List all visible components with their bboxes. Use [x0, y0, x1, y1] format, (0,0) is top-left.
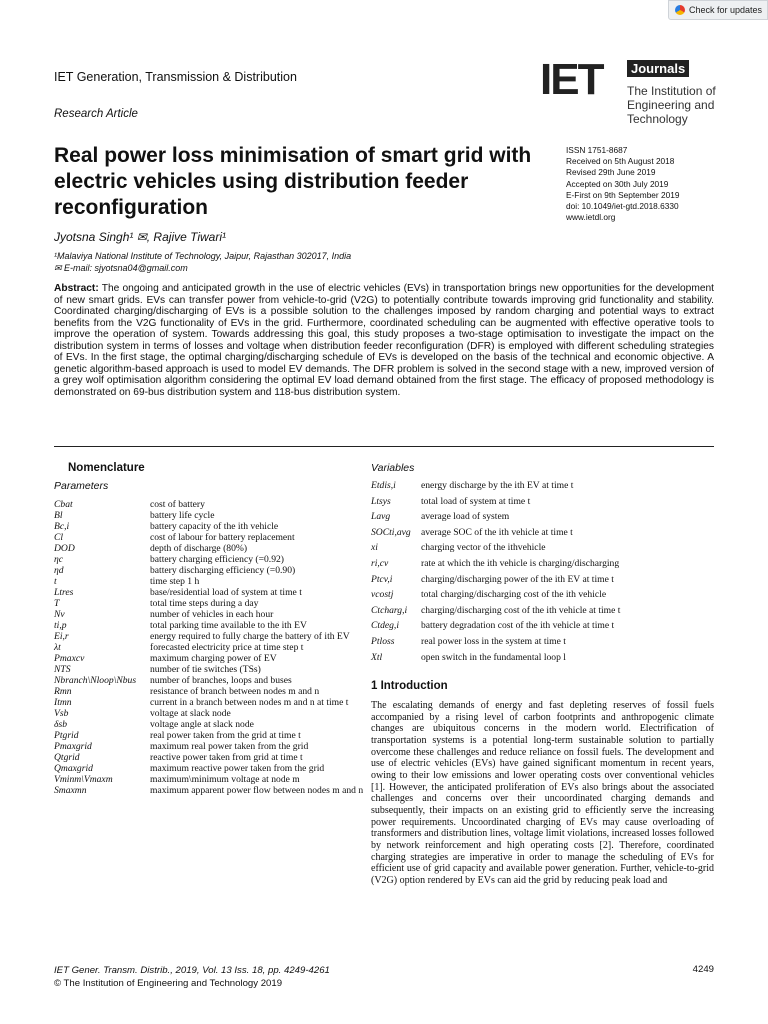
doi-link[interactable]: doi: 10.1049/iet-gtd.2018.6330 — [566, 201, 679, 212]
nomenclature-row — [54, 675, 370, 686]
nomenclature-row — [54, 521, 370, 532]
nomenclature-symbol: Qtgrid — [54, 752, 80, 763]
affiliation: ¹Malaviya National Institute of Technology, Jaipur, Rajasthan 302017, India — [54, 251, 352, 261]
nomenclature-description: battery discharging efficiency (=0.90) — [150, 565, 296, 576]
variable-row — [371, 605, 714, 616]
nomenclature-symbol: Ltres — [54, 587, 74, 598]
nomenclature-symbol: T — [54, 598, 60, 609]
variable-symbol: SOCti,avg — [371, 526, 411, 538]
authors: Jyotsna Singh¹ ✉, Rajive Tiwari¹ — [54, 230, 227, 244]
nomenclature-row — [54, 763, 370, 774]
nomenclature-description: battery charging efficiency (=0.92) — [150, 554, 284, 565]
logo-institution-text: The Institution of Engineering and Technology — [627, 84, 716, 126]
check-updates-icon — [675, 5, 685, 15]
variables-heading: Variables — [371, 462, 415, 474]
nomenclature-row — [54, 532, 370, 543]
nomenclature-description: maximum real power taken from the grid — [150, 741, 309, 752]
issn: ISSN 1751-8687 — [566, 145, 628, 155]
nomenclature-description: total parking time available to the ith EV — [150, 620, 307, 631]
nomenclature-symbol: Pmaxgrid — [54, 741, 92, 752]
nomenclature-description: voltage at slack node — [150, 708, 231, 719]
article-type: Research Article — [54, 108, 138, 120]
variable-row — [371, 620, 714, 631]
footer — [54, 964, 330, 990]
nomenclature-symbol: Ei,r — [54, 631, 69, 642]
footer-copyright: © The Institution of Engineering and Technology 2019 — [54, 978, 283, 989]
nomenclature-symbol: Bc,i — [54, 521, 70, 532]
variable-description: energy discharge by the ith EV at time t — [421, 480, 574, 491]
nomenclature-description: energy required to fully charge the battery of ith EV — [150, 631, 350, 642]
nomenclature-description: current in a branch between nodes m and n at time t — [150, 697, 349, 708]
variable-symbol: Xtl — [371, 651, 383, 663]
variable-description: charging vector of the ithvehicle — [421, 542, 546, 554]
nomenclature-symbol: Vsb — [54, 708, 69, 719]
parameters-table — [54, 499, 370, 796]
nomenclature-row — [54, 785, 370, 796]
variable-row — [371, 574, 714, 585]
nomenclature-symbol: δsb — [54, 719, 67, 730]
variable-symbol: Ptcv,i — [371, 573, 393, 585]
nomenclature-row — [54, 543, 370, 554]
abstract — [54, 283, 714, 398]
nomenclature-description: maximum apparent power flow between nodes m and n — [150, 785, 364, 796]
nomenclature-section — [54, 462, 370, 796]
variable-description: total charging/discharging cost of the ith vehicle — [421, 589, 607, 601]
nomenclature-description: battery life cycle — [150, 510, 215, 521]
affiliation-block — [54, 250, 351, 274]
variable-description: battery degradation cost of the ith vehicle at time t — [421, 620, 615, 632]
received-date: Received on 5th August 2018 — [566, 156, 675, 167]
variable-symbol: xi — [371, 542, 378, 554]
nomenclature-symbol: Rmn — [54, 686, 72, 697]
nomenclature-row — [54, 686, 370, 697]
nomenclature-symbol: ηd — [54, 565, 64, 576]
nomenclature-description: depth of discharge (80%) — [150, 543, 248, 554]
email-link[interactable]: ✉ E-mail: sjyotsna04@gmail.com — [54, 263, 188, 273]
logo-journals-text: Journals — [627, 60, 689, 77]
variables-section — [371, 462, 714, 667]
nomenclature-row — [54, 587, 370, 598]
website-link[interactable]: www.ietdl.org — [566, 212, 616, 223]
nomenclature-symbol: Vminm\Vmaxm — [54, 774, 113, 785]
variable-symbol: Ptloss — [371, 635, 395, 647]
nomenclature-row — [54, 609, 370, 620]
variable-description: average SOC of the ith vehicle at time t — [421, 526, 573, 538]
nomenclature-row — [54, 752, 370, 763]
nomenclature-description: maximum\minimum voltage at node m — [150, 774, 300, 785]
variable-symbol: ri,cv — [371, 557, 389, 569]
nomenclature-description: voltage angle at slack node — [150, 719, 254, 730]
nomenclature-row — [54, 774, 370, 785]
variable-description: charging/discharging cost of the ith vehicle at time t — [421, 604, 621, 616]
nomenclature-row — [54, 510, 370, 521]
nomenclature-symbol: Itmn — [54, 697, 72, 708]
variable-row — [371, 636, 714, 647]
variable-description: total load of system at time t — [421, 495, 531, 507]
nomenclature-row — [54, 642, 370, 653]
nomenclature-symbol: Qmaxgrid — [54, 763, 93, 774]
nomenclature-description: time step 1 h — [150, 576, 200, 587]
nomenclature-symbol: Ptgrid — [54, 730, 79, 741]
variable-row — [371, 527, 714, 538]
check-for-updates-button[interactable] — [668, 0, 768, 20]
variable-row — [371, 558, 714, 569]
nomenclature-description: reactive power taken from grid at time t — [150, 752, 303, 763]
variable-row — [371, 542, 714, 553]
nomenclature-symbol: t — [54, 576, 57, 587]
variable-description: average load of system — [421, 511, 510, 523]
paper-title: Real power loss minimisation of smart grid with electric vehicles using distribution feeder reconfiguration — [54, 144, 532, 219]
nomenclature-row — [54, 576, 370, 587]
nomenclature-heading: Nomenclature — [68, 462, 145, 474]
nomenclature-symbol: ti,p — [54, 620, 67, 631]
section-divider — [54, 446, 714, 447]
variable-symbol: Etdis,i — [371, 480, 396, 491]
variable-row — [371, 480, 714, 491]
variable-symbol: Ctdeg,i — [371, 620, 399, 632]
variable-description: rate at which the ith vehicle is charging/discharging — [421, 557, 620, 569]
nomenclature-symbol: Pmaxcv — [54, 653, 85, 664]
nomenclature-symbol: NTS — [54, 664, 71, 675]
nomenclature-row — [54, 697, 370, 708]
nomenclature-description: maximum charging power of EV — [150, 653, 277, 664]
nomenclature-description: cost of labour for battery replacement — [150, 532, 295, 543]
abstract-text: The ongoing and anticipated growth in the use of electric vehicles (EVs) in transportation brings new opportunities for the development of new smart grids. EVs can transfer power from vehicle-to-grid (V2G) to potentially contribute towards improving grid functionality and stability. Coordinated charging/discharging of EVs is a possible solution to the challenges imposed by random charging and potential ways to extract benefits from the V2G functionality of EVs in the grid. Furthermore, coordinated scheduling can be augmented with effective operative tools to improve the operation of system. Towards addressing this goal, this study proposes a two-stage optimisation to investigate the impact on the distribution system in terms of losses and voltage when distribution feeder reconfiguration (DFR) is employed with different scheduling strategies of EVs. In the first stage, the optimal charging/discharging schedule of EVs is developed on the basis of the technical and economic objective. A genetic algorithm-based approach is used to model EV demands. The DFR problem is solved in the second stage with a new, improved version of a grey wolf optimisation algorithm considering the optimal EV load demand obtained from the first stage. The efficacy of proposed methodology is demonstrated on 69-bus distribution system and 118-bus distribution system. — [54, 283, 714, 398]
nomenclature-row — [54, 598, 370, 609]
nomenclature-row — [54, 708, 370, 719]
nomenclature-description: number of vehicles in each hour — [150, 609, 274, 620]
parameters-heading: Parameters — [54, 480, 109, 492]
variable-row — [371, 496, 714, 507]
abstract-label: Abstract: — [54, 283, 99, 294]
check-updates-label: Check for updates — [689, 5, 763, 15]
nomenclature-symbol: λt — [54, 642, 61, 653]
nomenclature-row — [54, 554, 370, 565]
nomenclature-description: base/residential load of system at time t — [150, 587, 302, 598]
iet-journals-logo — [540, 55, 718, 126]
nomenclature-row — [54, 565, 370, 576]
nomenclature-symbol: Cbat — [54, 499, 73, 510]
variable-row — [371, 511, 714, 522]
nomenclature-row — [54, 620, 370, 631]
nomenclature-symbol: ηc — [54, 554, 64, 565]
nomenclature-row — [54, 631, 370, 642]
nomenclature-description: battery capacity of the ith vehicle — [150, 521, 279, 532]
efirst-date: E-First on 9th September 2019 — [566, 189, 680, 200]
nomenclature-symbol: Nv — [54, 609, 65, 620]
logo-iet-text: IET — [540, 55, 603, 104]
nomenclature-description: resistance of branch between nodes m and n — [150, 686, 320, 697]
variable-description: charging/discharging power of the ith EV at time t — [421, 573, 614, 585]
nomenclature-row — [54, 741, 370, 752]
nomenclature-description: number of tie switches (TSs) — [150, 664, 261, 675]
variable-description: open switch in the fundamental loop l — [421, 651, 566, 663]
article-metadata — [566, 145, 679, 223]
variable-symbol: Ctcharg,i — [371, 604, 408, 616]
variable-row — [371, 589, 714, 600]
nomenclature-description: forecasted electricity price at time step t — [150, 642, 304, 653]
footer-citation: IET Gener. Transm. Distrib., 2019, Vol. 13 Iss. 18, pp. 4249-4261 — [54, 965, 330, 976]
nomenclature-description: total time steps during a day — [150, 598, 259, 609]
nomenclature-symbol: DOD — [54, 543, 75, 554]
variable-symbol: Ltsys — [371, 495, 391, 507]
nomenclature-symbol: Bl — [54, 510, 63, 521]
nomenclature-description: number of branches, loops and buses — [150, 675, 292, 686]
nomenclature-row — [54, 664, 370, 675]
nomenclature-row — [54, 653, 370, 664]
introduction-text: The escalating demands of energy and fast depleting reserves of fossil fuels accompanied by a rising level of carbon footprints and anthropogenic climate changes are ubiquitous concerns in the modern world. Electrification of transportation systems is a potential long-term sustainable solution to partially overcome these challenges and reduce reliance on fossil fuels. The development and use of electric vehicles (EVs) have gained significant momentum in recent years, owing to their low emissions and lower operating costs over conventional vehicles [1]. However, the anticipated proliferation of EVs also brings about the associated challenges and concerns over their uncoordinated charging demands and subsequently, their impacts on an existing grid to efficiently serve the increasing power requirements. Uncoordinated charging of EVs may cause overloading of transformers and distribution lines, voltage limit violations, increased losses followed by network reinforcement and high operating costs [2]. Therefore, coordinated charging strategies are imperative in order to manage the scheduling of EVs for efficient use of grid capacity and available power generation. Further, vehicle-to-grid (V2G) option rendered by EVs can aid the grid by reducing peak load and — [371, 700, 714, 886]
variables-list — [371, 480, 714, 663]
journal-name: IET Generation, Transmission & Distribution — [54, 70, 297, 84]
page-number: 4249 — [692, 964, 714, 975]
nomenclature-row — [54, 499, 370, 510]
variable-symbol: vcostj — [371, 589, 394, 601]
nomenclature-symbol: Nbranch\Nloop\Nbus — [54, 675, 137, 686]
nomenclature-description: real power taken from the grid at time t — [150, 730, 301, 741]
variable-symbol: Lavg — [371, 511, 391, 523]
revised-date: Revised 29th June 2019 — [566, 167, 656, 178]
variable-description: real power loss in the system at time t — [421, 635, 566, 647]
nomenclature-symbol: Smaxmn — [54, 785, 87, 796]
nomenclature-description: cost of battery — [150, 499, 205, 510]
variable-row — [371, 652, 714, 663]
nomenclature-description: maximum reactive power taken from the grid — [150, 763, 325, 774]
nomenclature-row — [54, 719, 370, 730]
nomenclature-row — [54, 730, 370, 741]
introduction-heading: 1 Introduction — [371, 680, 448, 692]
nomenclature-symbol: Cl — [54, 532, 64, 543]
accepted-date: Accepted on 30th July 2019 — [566, 178, 669, 189]
